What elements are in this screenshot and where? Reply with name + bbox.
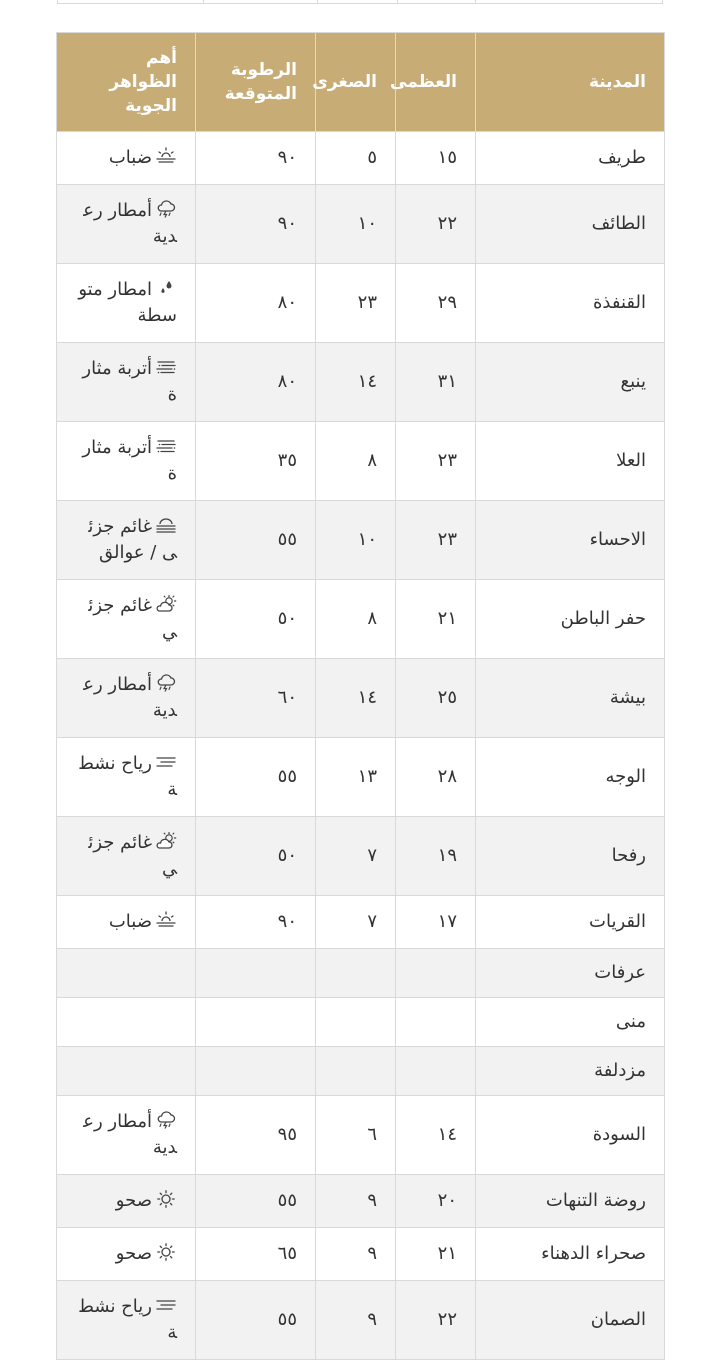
cell-max-temp: ٢٢ — [396, 185, 476, 264]
cell-phenomena — [57, 185, 196, 264]
table-row — [57, 1228, 665, 1281]
cell-phenomena — [57, 659, 196, 738]
cell-phenomena — [57, 501, 196, 580]
sun-icon — [155, 1190, 177, 1208]
dust-icon — [155, 437, 177, 455]
condition-label: ضباب — [108, 147, 152, 168]
cell-city: طريف — [476, 132, 665, 185]
cell-phenomena — [57, 949, 196, 998]
cell-max-temp: ٢٣ — [396, 422, 476, 501]
cell-min-temp: ٧ — [316, 896, 396, 949]
cell-max-temp: ٢٩ — [396, 264, 476, 343]
cell-min-temp — [316, 998, 396, 1047]
cell-city: الصمان — [476, 1281, 665, 1360]
table-row — [57, 185, 665, 264]
cell-min-temp: ٧ — [316, 817, 396, 896]
cell-min-temp: ٩ — [316, 1175, 396, 1228]
condition-label: امطار متوسطة — [78, 279, 177, 326]
cell-min-temp: ١٠ — [316, 501, 396, 580]
table-header — [57, 33, 665, 132]
cell-humidity: ٩٠ — [196, 896, 316, 949]
cell-phenomena — [57, 1281, 196, 1360]
cell-max-temp: ٢١ — [396, 580, 476, 659]
cell-max-temp: ٢٥ — [396, 659, 476, 738]
previous-table-bottom-edge — [57, 0, 663, 4]
cell-min-temp: ٥ — [316, 132, 396, 185]
table-row — [57, 580, 665, 659]
cell-city: القنفذة — [476, 264, 665, 343]
cell-phenomena — [57, 1096, 196, 1175]
header-max: العظمى — [396, 33, 476, 132]
header-min: الصغرى — [316, 33, 396, 132]
table-row — [57, 659, 665, 738]
cell-humidity: ٩٠ — [196, 185, 316, 264]
cell-humidity — [196, 998, 316, 1047]
cell-min-temp: ٩ — [316, 1281, 396, 1360]
cell-city: حفر الباطن — [476, 580, 665, 659]
partly-cloudy-icon — [155, 832, 177, 850]
table-body — [57, 132, 665, 1360]
condition-label: صحو — [115, 1190, 152, 1211]
cell-city: بيشة — [476, 659, 665, 738]
table-row — [57, 422, 665, 501]
dust-icon — [155, 358, 177, 376]
cell-humidity: ٥٥ — [196, 501, 316, 580]
cell-city: القريات — [476, 896, 665, 949]
header-city: المدينة — [476, 33, 665, 132]
cell-max-temp: ١٧ — [396, 896, 476, 949]
cell-city: مزدلفة — [476, 1047, 665, 1096]
cell-phenomena — [57, 422, 196, 501]
condition-label: رياح نشطة — [79, 753, 177, 800]
cell-humidity: ٦٠ — [196, 659, 316, 738]
cell-min-temp: ٩ — [316, 1228, 396, 1281]
thunder-rain-icon — [155, 674, 177, 692]
condition-label: أمطار رعدية — [83, 1111, 177, 1158]
cell-humidity: ٩٥ — [196, 1096, 316, 1175]
condition-label: رياح نشطة — [79, 1296, 177, 1343]
cell-phenomena — [57, 738, 196, 817]
cell-humidity: ٨٠ — [196, 343, 316, 422]
cell-phenomena — [57, 896, 196, 949]
rain-drops-icon — [155, 279, 177, 297]
table-row — [57, 817, 665, 896]
table-row — [57, 1096, 665, 1175]
cell-max-temp — [396, 1047, 476, 1096]
cell-min-temp: ٨ — [316, 422, 396, 501]
cell-max-temp: ٢٠ — [396, 1175, 476, 1228]
cell-min-temp: ٨ — [316, 580, 396, 659]
cell-min-temp — [316, 1047, 396, 1096]
table-row — [57, 264, 665, 343]
condition-label: صحو — [115, 1243, 152, 1264]
cell-city: عرفات — [476, 949, 665, 998]
cell-max-temp — [396, 949, 476, 998]
haze-icon — [155, 516, 177, 534]
cell-humidity: ٨٠ — [196, 264, 316, 343]
condition-label: غائم جزئي — [88, 595, 177, 642]
table-row — [57, 998, 665, 1047]
cell-humidity: ٥٥ — [196, 1281, 316, 1360]
thunder-rain-icon — [155, 1111, 177, 1129]
cell-min-temp: ١٣ — [316, 738, 396, 817]
cell-phenomena — [57, 998, 196, 1047]
cell-min-temp: ٦ — [316, 1096, 396, 1175]
cell-city: رفحا — [476, 817, 665, 896]
cell-max-temp: ١٩ — [396, 817, 476, 896]
condition-label: غائم جزئي — [88, 832, 177, 879]
sun-icon — [155, 1243, 177, 1261]
cell-city: ينبع — [476, 343, 665, 422]
wind-icon — [155, 753, 177, 771]
cell-phenomena — [57, 817, 196, 896]
fog-icon — [155, 147, 177, 165]
wind-icon — [155, 1296, 177, 1314]
cell-humidity — [196, 1047, 316, 1096]
condition-label: أتربة مثارة — [82, 358, 177, 405]
cell-phenomena — [57, 1175, 196, 1228]
cell-humidity: ٦٥ — [196, 1228, 316, 1281]
cell-humidity: ٥٠ — [196, 580, 316, 659]
table-row — [57, 1175, 665, 1228]
condition-label: أمطار رعدية — [83, 674, 177, 721]
condition-label: أتربة مثارة — [82, 437, 177, 484]
cell-humidity: ٣٥ — [196, 422, 316, 501]
thunder-rain-icon — [155, 200, 177, 218]
cell-city: روضة التنهات — [476, 1175, 665, 1228]
cell-max-temp: ١٤ — [396, 1096, 476, 1175]
table-row — [57, 1047, 665, 1096]
cell-city: منى — [476, 998, 665, 1047]
cell-phenomena — [57, 580, 196, 659]
cell-max-temp: ١٥ — [396, 132, 476, 185]
fog-icon — [155, 911, 177, 929]
cell-phenomena — [57, 1228, 196, 1281]
condition-label: غائم جزئى / عوالق — [88, 516, 177, 563]
table-row — [57, 501, 665, 580]
cell-min-temp: ١٤ — [316, 659, 396, 738]
weather-table — [56, 32, 665, 1360]
cell-humidity: ٥٠ — [196, 817, 316, 896]
table-row — [57, 1281, 665, 1360]
cell-max-temp: ٣١ — [396, 343, 476, 422]
cell-city: صحراء الدهناء — [476, 1228, 665, 1281]
table-row — [57, 896, 665, 949]
cell-humidity: ٥٥ — [196, 1175, 316, 1228]
cell-max-temp: ٢٣ — [396, 501, 476, 580]
cell-min-temp: ١٠ — [316, 185, 396, 264]
cell-city: السودة — [476, 1096, 665, 1175]
table-row — [57, 343, 665, 422]
cell-phenomena — [57, 264, 196, 343]
cell-phenomena — [57, 1047, 196, 1096]
cell-humidity: ٥٥ — [196, 738, 316, 817]
cell-phenomena — [57, 343, 196, 422]
table-row — [57, 132, 665, 185]
cell-city: الاحساء — [476, 501, 665, 580]
cell-min-temp: ١٤ — [316, 343, 396, 422]
cell-max-temp: ٢٢ — [396, 1281, 476, 1360]
header-phenomena: أهم الظواهر الجوية — [57, 33, 196, 132]
condition-label: أمطار رعدية — [83, 200, 177, 247]
table-row — [57, 949, 665, 998]
condition-label: ضباب — [108, 911, 152, 932]
cell-min-temp — [316, 949, 396, 998]
header-humidity: الرطوبة المتوقعة — [196, 33, 316, 132]
cell-humidity: ٩٠ — [196, 132, 316, 185]
cell-city: الطائف — [476, 185, 665, 264]
cell-city: الوجه — [476, 738, 665, 817]
partly-cloudy-icon — [155, 595, 177, 613]
cell-max-temp: ٢٨ — [396, 738, 476, 817]
cell-city: العلا — [476, 422, 665, 501]
cell-max-temp: ٢١ — [396, 1228, 476, 1281]
cell-min-temp: ٢٣ — [316, 264, 396, 343]
cell-humidity — [196, 949, 316, 998]
cell-phenomena — [57, 132, 196, 185]
table-row — [57, 738, 665, 817]
cell-max-temp — [396, 998, 476, 1047]
